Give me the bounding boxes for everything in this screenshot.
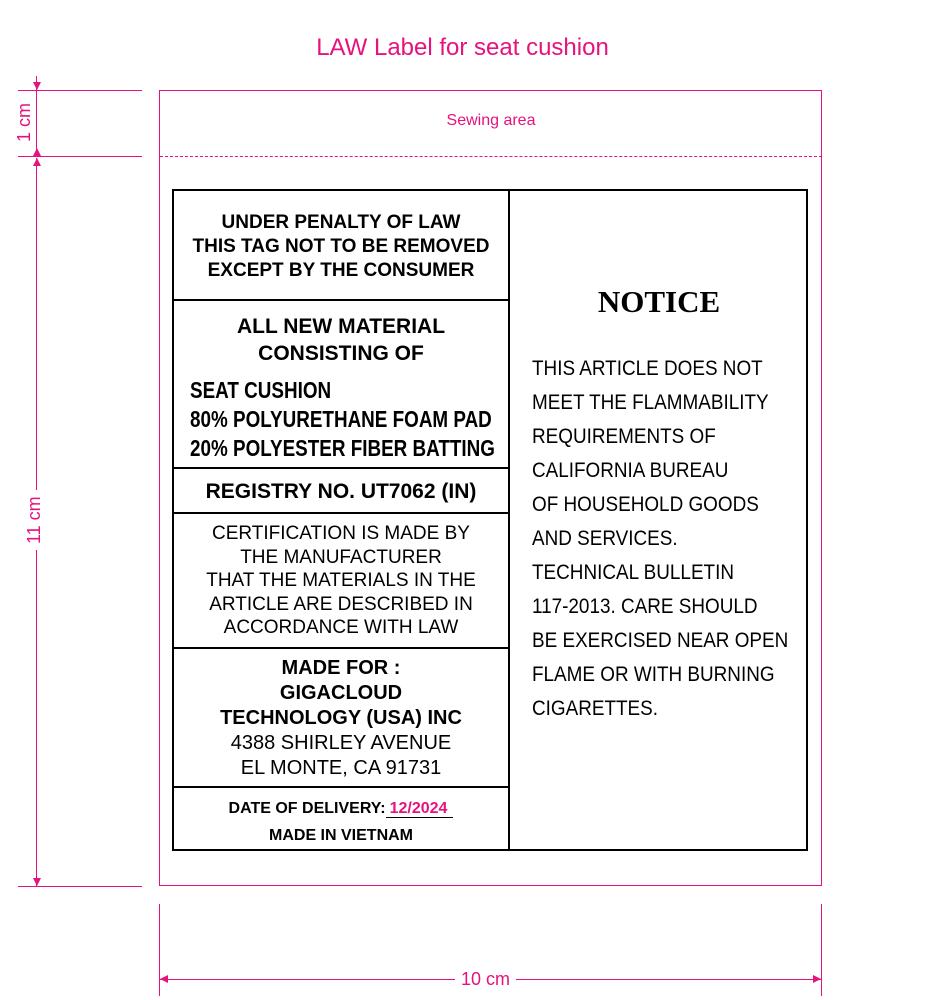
material-item: SEAT CUSHION [190, 377, 332, 403]
arrow-down-icon [33, 878, 41, 886]
material-heading-line: ALL NEW MATERIAL [236, 315, 446, 338]
notice-title: NOTICE [597, 284, 721, 319]
sewing-line [160, 156, 822, 157]
dim-label-1cm: 1 cm [14, 99, 35, 146]
penalty-line: UNDER PENALTY OF LAW [221, 212, 461, 233]
notice-line: CIGARETTES. [532, 697, 659, 720]
penalty-line: THIS TAG NOT TO BE REMOVED [192, 236, 490, 257]
made-for-heading: MADE FOR : [281, 657, 401, 679]
arrow-up-icon [33, 148, 41, 156]
notice-line: AND SERVICES. [532, 527, 678, 550]
notice-line: TECHNICAL BULLETIN [532, 561, 734, 584]
delivery-date-value: 12/2024 [389, 800, 448, 817]
certification-text [174, 522, 508, 640]
material-heading [174, 313, 508, 367]
dim-tick-right [821, 904, 822, 996]
delivery-date [386, 800, 454, 818]
notice-line: 117-2013. CARE SHOULD [532, 595, 758, 618]
notice-line: MEET THE FLAMMABILITY [532, 391, 769, 414]
certification-line: THAT THE MATERIALS IN THE [206, 570, 476, 591]
notice-line: THIS ARTICLE DOES NOT [532, 357, 763, 380]
sewing-area-label: Sewing area [446, 112, 536, 129]
notice-line: OF HOUSEHOLD GOODS [532, 493, 759, 516]
arrow-right-icon [813, 975, 821, 983]
certification-line: THE MANUFACTURER [240, 546, 442, 568]
penalty-warning [174, 211, 508, 283]
arrow-up-icon [33, 158, 41, 166]
material-item: 80% POLYURETHANE FOAM PAD [190, 406, 492, 432]
row-divider [172, 512, 510, 514]
dim-tick-mid [18, 156, 142, 157]
delivery-row [174, 798, 508, 820]
arrow-left-icon [160, 975, 168, 983]
material-item: 20% POLYESTER FIBER BATTING [190, 435, 495, 461]
certification-line: ARTICLE ARE DESCRIBED IN [209, 593, 473, 615]
material-list [190, 376, 562, 463]
page-title: LAW Label for seat cushion [316, 34, 609, 61]
notice-text [532, 352, 802, 726]
notice-line: CALIFORNIA BUREAU [532, 459, 729, 482]
penalty-line: EXCEPT BY THE CONSUMER [207, 260, 475, 281]
material-heading-line: CONSISTING OF [258, 342, 424, 365]
delivery-label: DATE OF DELIVERY: [228, 800, 386, 817]
made-for-block [174, 656, 508, 781]
notice-line: FLAME OR WITH BURNING [532, 663, 775, 686]
address-line: EL MONTE, CA 91731 [240, 757, 442, 779]
certification-line: CERTIFICATION IS MADE BY [212, 523, 470, 544]
row-divider [172, 467, 510, 469]
address-line: 4388 SHIRLEY AVENUE [230, 732, 452, 754]
row-divider [172, 299, 510, 301]
row-divider [172, 786, 510, 788]
certification-line: ACCORDANCE WITH LAW [223, 617, 459, 638]
dim-label-11cm: 11 cm [24, 490, 45, 550]
notice-line: BE EXERCISED NEAR OPEN [532, 629, 789, 652]
dim-label-10cm: 10 cm [455, 968, 516, 990]
country-of-origin: MADE IN VIETNAM [269, 827, 413, 844]
arrow-down-icon [33, 82, 41, 90]
registry-number: REGISTRY NO. UT7062 (IN) [205, 480, 477, 503]
dim-tick-bottom [18, 886, 142, 887]
row-divider [172, 647, 510, 649]
company-name: TECHNOLOGY (USA) INC [220, 707, 462, 729]
notice-line: REQUIREMENTS OF [532, 425, 716, 448]
company-name: GIGACLOUD [279, 682, 403, 704]
